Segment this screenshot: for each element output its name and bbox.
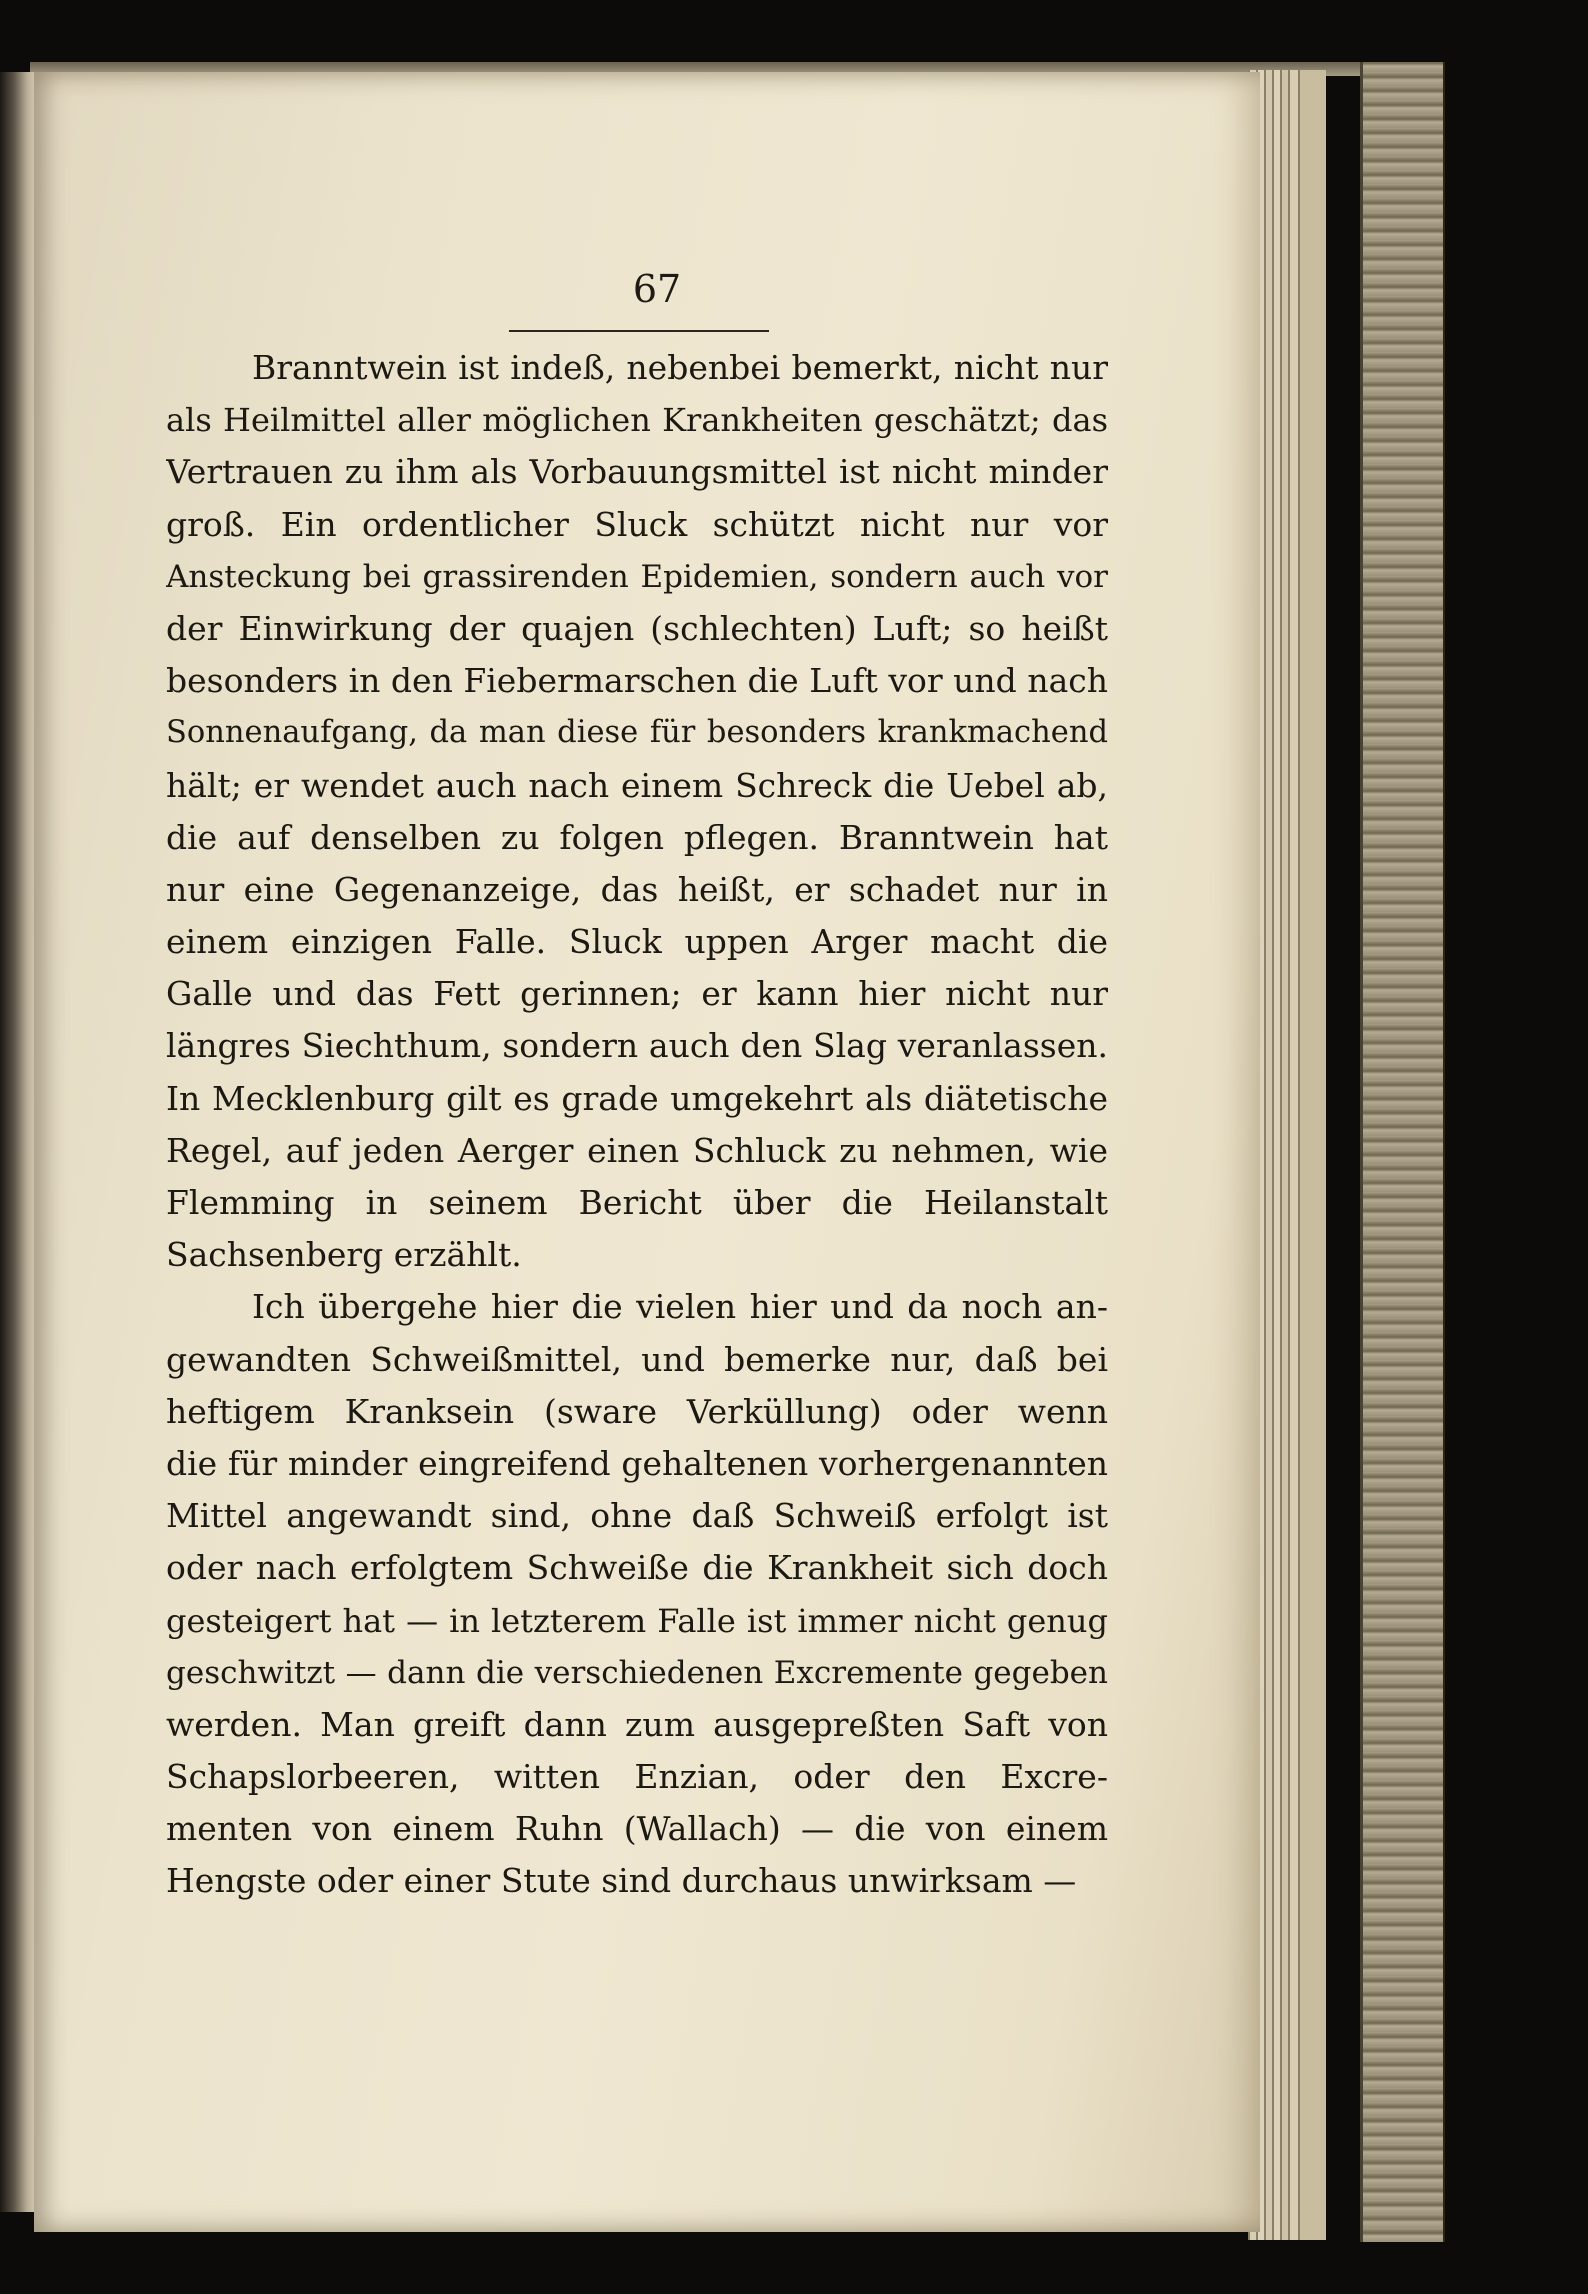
text-line: längres Siechthum, sondern auch den Slag veranlassen.: [166, 1026, 1108, 1066]
text-line: Flemming in seinem Bericht über die Heilanstalt: [166, 1183, 1108, 1222]
text-line: Branntwein ist indeß, nebenbei bemerkt, nicht nur: [252, 348, 1108, 387]
text-line: gewandten Schweißmittel, und bemerke nur, daß bei: [166, 1339, 1108, 1379]
text-line: hält; er wendet auch nach einem Schreck die Uebel ab,: [166, 765, 1108, 805]
text-line: Sonnenaufgang, da man diese für besonders krankmachend: [166, 715, 1108, 751]
text-line: menten von einem Ruhn (Wallach) — die von einem: [166, 1809, 1108, 1849]
text-line: nur eine Gegenanzeige, das heißt, er schadet nur in: [166, 869, 1108, 909]
text-line: In Mecklenburg gilt es grade umgekehrt als diätetische: [166, 1078, 1108, 1118]
text-line: Galle und das Fett gerinnen; er kann hier nicht nur: [166, 974, 1108, 1014]
header-rule: [509, 330, 769, 332]
text-line: Ich übergehe hier die vielen hier und da noch an-: [252, 1287, 1108, 1327]
text-line: Sachsenberg erzählt.: [166, 1235, 522, 1275]
page-number: 67: [632, 267, 682, 311]
text-line: geschwitzt — dann die verschiedenen Excremente gegeben: [166, 1654, 1108, 1691]
text-line: oder nach erfolgtem Schweiße die Krankheit sich doch: [166, 1548, 1108, 1588]
body-text: [166, 342, 1108, 1908]
text-line: einem einzigen Falle. Sluck uppen Arger macht die: [166, 922, 1108, 962]
text-line: der Einwirkung der quajen (schlechten) Luft; so heißt: [166, 608, 1108, 648]
text-line: heftigem Kranksein (sware Verküllung) oder wenn: [166, 1391, 1108, 1431]
book-cover-edge: [1360, 62, 1445, 2242]
text-line: Hengste oder einer Stute sind durchaus unwirksam —: [166, 1861, 1077, 1901]
paragraph-1: [166, 342, 1108, 1281]
text-line: Regel, auf jeden Aerger einen Schluck zu nehmen, wie: [166, 1130, 1108, 1170]
text-line: besonders in den Fiebermarschen die Luft vor und nach: [166, 661, 1108, 701]
text-line: die auf denselben zu folgen pflegen. Branntwein hat: [166, 817, 1108, 857]
text-line: als Heilmittel aller möglichen Krankheiten geschätzt; das: [166, 401, 1108, 440]
text-line: Mittel angewandt sind, ohne daß Schweiß erfolgt ist: [166, 1496, 1108, 1536]
paragraph-2: [166, 1281, 1108, 1907]
text-line: Ansteckung bei grassirenden Epidemien, sondern auch vor: [166, 558, 1108, 595]
text-line: werden. Man greift dann zum ausgepreßten Saft von: [166, 1704, 1108, 1744]
facing-page-edge: [0, 72, 36, 2212]
text-line: Vertrauen zu ihm als Vorbauungsmittel ist nicht minder: [166, 452, 1108, 492]
text-line: Schapslorbeeren, witten Enzian, oder den Excre-: [166, 1757, 1108, 1797]
book-page: [34, 72, 1260, 2232]
text-line: groß. Ein ordentlicher Sluck schützt nicht nur vor: [166, 504, 1108, 544]
text-line: gesteigert hat — in letzterem Falle ist immer nicht genug: [166, 1601, 1108, 1640]
text-line: die für minder eingreifend gehaltenen vorhergenannten: [166, 1443, 1108, 1483]
